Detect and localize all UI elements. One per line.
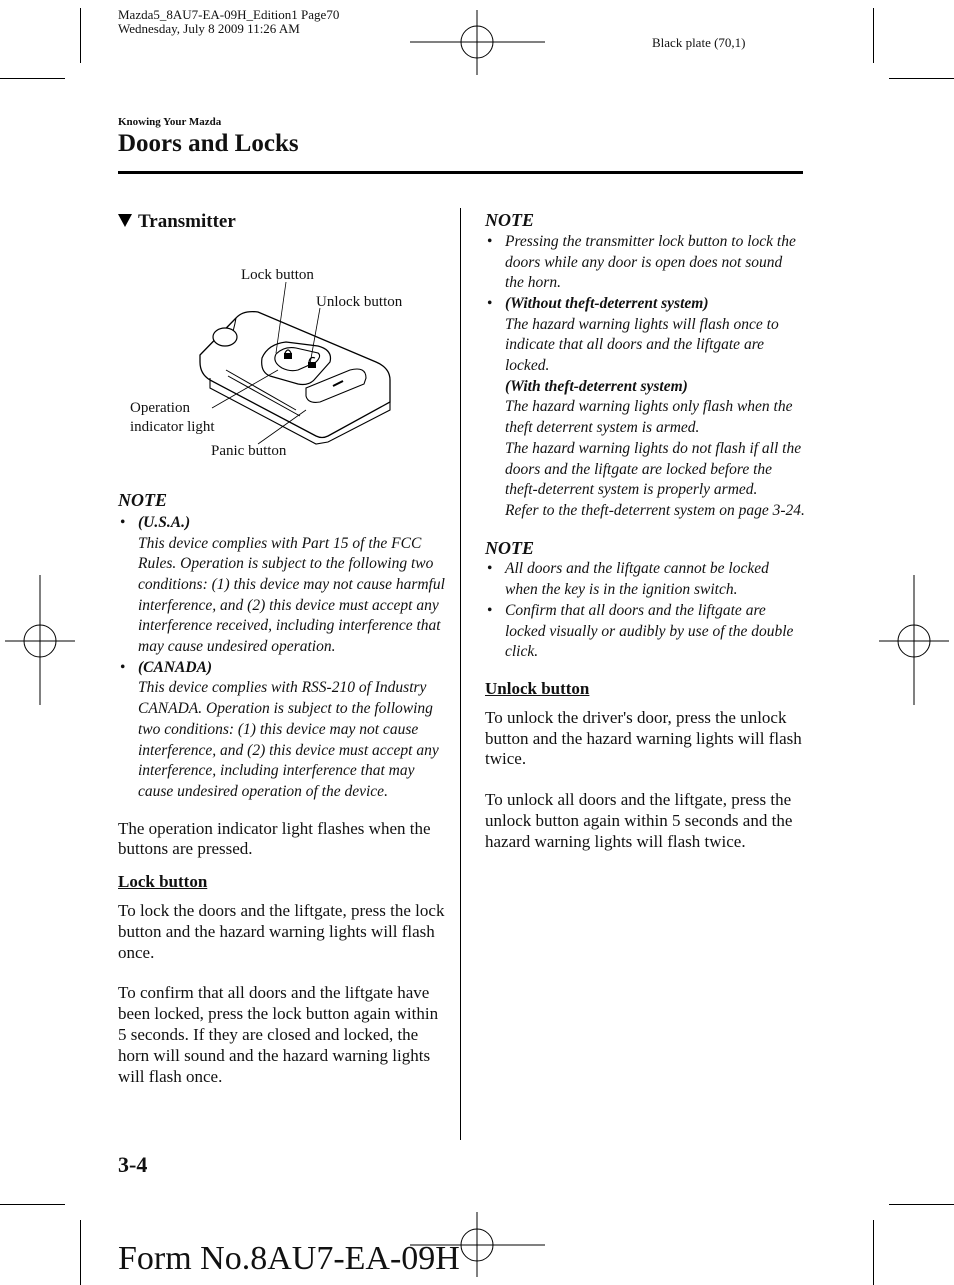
bullet-icon: • [487, 294, 493, 312]
note1-item-2-text: The hazard warning lights will flash once to indicate that all doors and the liftgate are locked. [505, 315, 779, 375]
note1-item-2-text2: The hazard warning lights only flash when the theft deterrent system is armed. [505, 398, 793, 437]
transmitter-heading-text: Transmitter [138, 211, 236, 232]
note-item-canada [118, 658, 448, 803]
note2-item-1 [485, 559, 805, 600]
bullet-icon: • [487, 601, 493, 619]
note1-item-2-head: (Without theft-deterrent system) [505, 294, 709, 312]
plate-label: Black plate (70,1) [652, 35, 746, 50]
bullet-icon: • [487, 232, 493, 250]
bullet-icon: • [120, 658, 126, 676]
note2-item-1-text: All doors and the liftgate cannot be locked when the key is in the ignition switch. [505, 560, 769, 599]
unlock-button-heading: Unlock button [485, 678, 590, 698]
bullet-icon: • [120, 513, 126, 531]
left-column [118, 490, 448, 1087]
note-list [118, 513, 448, 803]
registration-mark-right [874, 575, 954, 705]
crop-mark [889, 1204, 954, 1205]
note-list-1 [485, 232, 805, 522]
note2-item-2-text: Confirm that all doors and the liftgate are locked visually or audibly by use of the double click. [505, 601, 794, 661]
crop-mark [0, 78, 65, 79]
title-rule [118, 171, 803, 174]
label-panic-button: Panic button [211, 443, 287, 459]
crop-mark [80, 1220, 81, 1285]
label-operation-light [130, 399, 215, 437]
form-number: Form No.8AU7-EA-09H [118, 1240, 460, 1277]
bullet-icon: • [487, 560, 493, 578]
crop-mark [873, 1220, 874, 1285]
label-operation-light-line1: Operation [130, 400, 190, 416]
note-item-canada-text: This device complies with RSS-210 of Industry CANADA. Operation is subject to the following two conditions: (1) this device may not cause interference, and (2) this device must accept any interference, including interference that may cause undesired operation of the device. [138, 679, 439, 800]
transmitter-heading [118, 211, 236, 233]
crop-mark [80, 8, 81, 63]
indicator-paragraph: The operation indicator light flashes when the buttons are pressed. [118, 818, 431, 859]
print-header-line2: Wednesday, July 8 2009 11:26 AM [118, 21, 300, 36]
note-item-usa [118, 513, 448, 658]
note1-item-2-text3: The hazard warning lights do not flash if all the doors and the liftgate are locked before the theft-deterrent system is properly armed. [505, 439, 802, 499]
page-title: Doors and Locks [118, 130, 299, 157]
note1-item-1-text: Pressing the transmitter lock button to lock the doors while any door is open does not sound the horn. [505, 232, 796, 292]
lock-paragraph-1: To lock the doors and the liftgate, press the lock button and the hazard warning lights will flash once. [118, 901, 445, 962]
registration-mark-left [0, 575, 80, 705]
print-header [118, 8, 339, 36]
triangle-bullet-icon [118, 214, 132, 227]
note-heading: NOTE [118, 490, 167, 510]
note1-item-2 [485, 294, 805, 522]
print-header-line1: Mazda5_8AU7-EA-09H_Edition1 Page70 [118, 7, 340, 22]
unlock-paragraph-1: To unlock the driver's door, press the unlock button and the hazard warning lights will flash twice. [485, 707, 802, 769]
unlock-paragraph-2: To unlock all doors and the liftgate, press the unlock button again within 5 seconds and the hazard warning lights will flash twice. [485, 790, 793, 851]
label-unlock-button: Unlock button [316, 294, 403, 310]
page-number: 3-4 [118, 1152, 148, 1177]
note2-item-2 [485, 601, 805, 663]
crop-mark [873, 8, 874, 63]
note-list-2 [485, 559, 805, 663]
note-item-canada-head: (CANADA) [138, 658, 213, 676]
lock-button-heading: Lock button [118, 872, 208, 892]
note-heading-1: NOTE [485, 210, 534, 230]
crop-mark [0, 1204, 65, 1205]
registration-mark-top [410, 5, 545, 75]
note1-item-2-text4: Refer to the theft-deterrent system on page 3-24. [505, 501, 805, 519]
label-lock-button: Lock button [241, 267, 314, 283]
note1-item-1 [485, 232, 805, 294]
note-item-usa-head: (U.S.A.) [138, 513, 191, 531]
column-divider [460, 208, 461, 1140]
crop-mark [889, 78, 954, 79]
lock-paragraph-2: To confirm that all doors and the liftgate have been locked, press the lock button again within 5 seconds. If they are closed and locked, the horn will sound and the hazard warning lights will flash once. [118, 983, 439, 1086]
right-column [485, 210, 805, 853]
transmitter-diagram [118, 250, 448, 470]
section-label: Knowing Your Mazda [118, 116, 222, 128]
note-heading-2: NOTE [485, 537, 534, 558]
label-operation-light-line2: indicator light [130, 419, 215, 435]
note-item-usa-text: This device complies with Part 15 of the FCC Rules. Operation is subject to the following two conditions: (1) this device may not cause harmful interference, and (2) this device must accept any interference received, including interference that may cause undesired operation. [138, 534, 445, 656]
note1-item-2-head2: (With theft-deterrent system) [505, 377, 688, 395]
